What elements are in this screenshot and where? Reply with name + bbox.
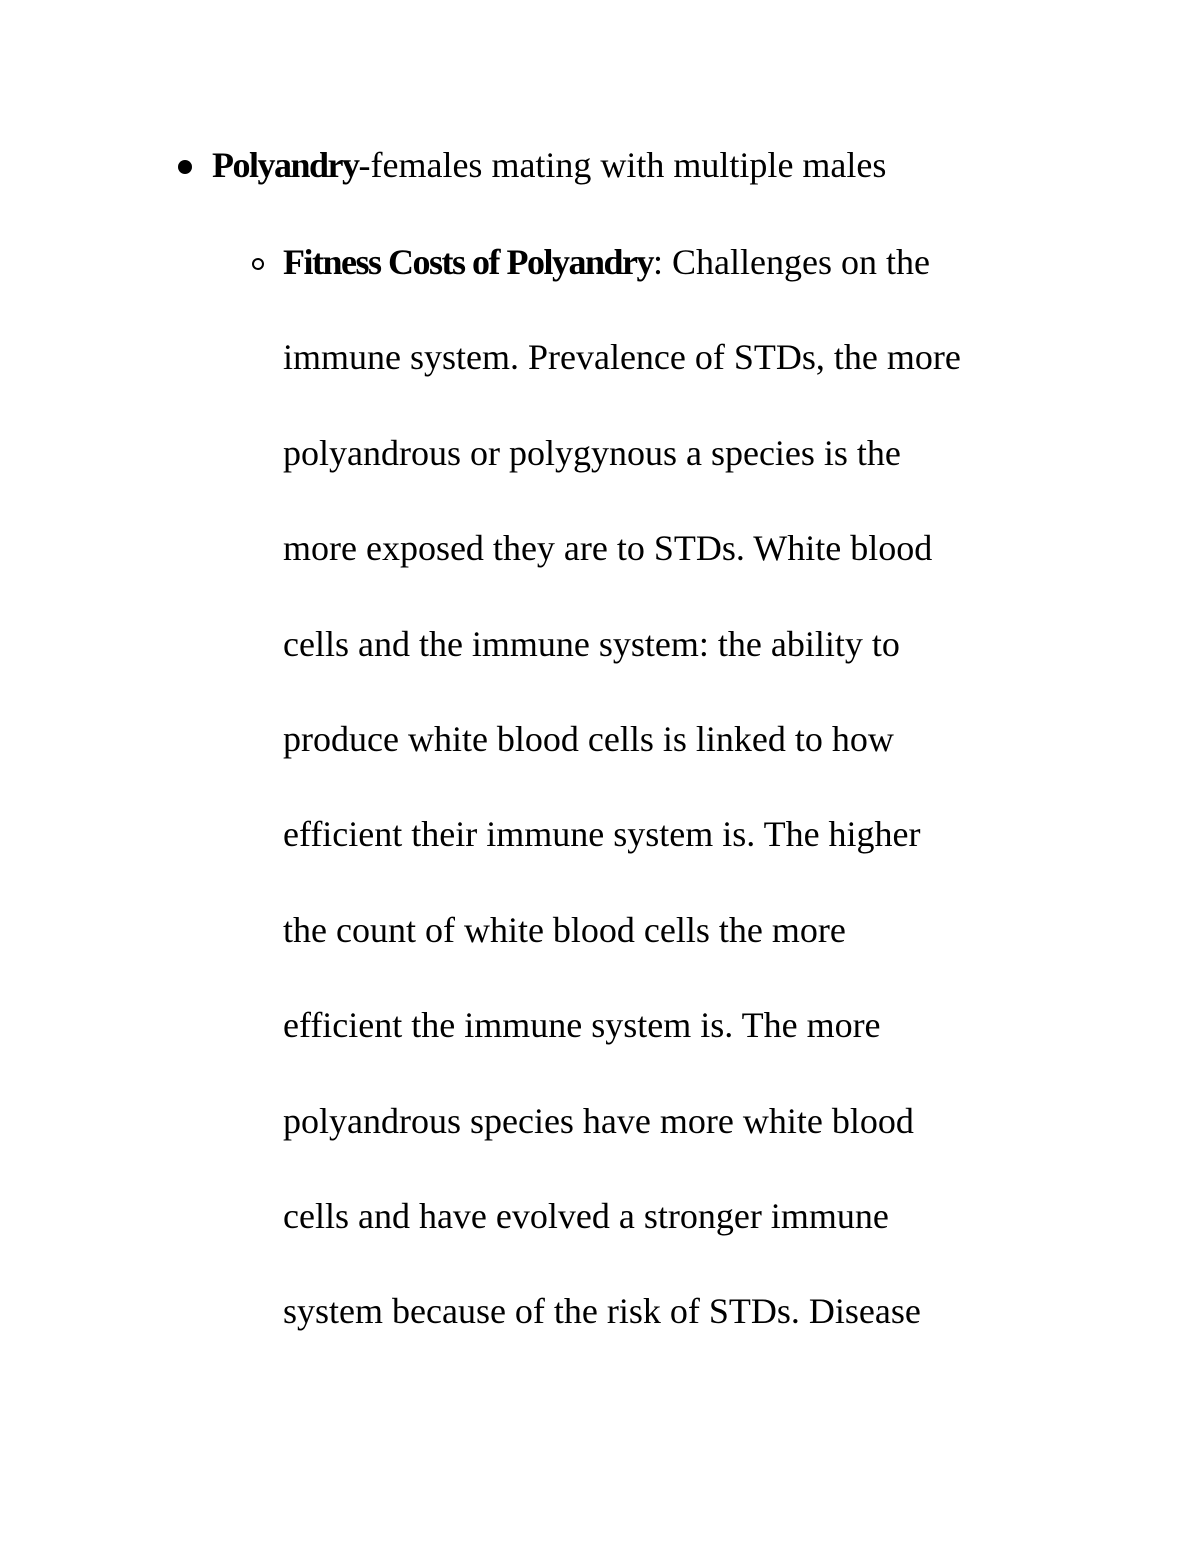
sub-bullet-intro: : Challenges on the: [653, 242, 930, 282]
text-line: efficient the immune system is. The more: [283, 1005, 881, 1046]
text-line: the count of white blood cells the more: [283, 909, 846, 950]
bullet-term: Polyandry: [212, 145, 359, 185]
text-line: system because of the risk of STDs. Disease: [283, 1291, 921, 1332]
text-line: produce white blood cells is linked to how: [283, 718, 894, 759]
text-line: [283, 237, 1073, 332]
bullet-text: [212, 140, 886, 190]
bullet-definition: -females mating with multiple males: [358, 145, 887, 185]
text-line: cells and have evolved a stronger immune: [283, 1195, 889, 1236]
sub-bullet-term: Fitness Costs of Polyandry: [283, 242, 654, 282]
text-line: efficient their immune system is. The higher: [283, 814, 921, 855]
text-line: polyandrous species have more white blood: [283, 1100, 914, 1141]
sub-bullet-text: [283, 237, 1073, 1382]
text-line: immune system. Prevalence of STDs, the more: [283, 337, 961, 378]
text-line: more exposed they are to STDs. White blood: [283, 528, 933, 569]
bullet-disc-icon: [178, 160, 192, 174]
text-line: cells and the immune system: the ability to: [283, 623, 900, 664]
text-line: polyandrous or polygynous a species is the: [283, 432, 901, 473]
bullet-circle-icon: [252, 258, 264, 270]
